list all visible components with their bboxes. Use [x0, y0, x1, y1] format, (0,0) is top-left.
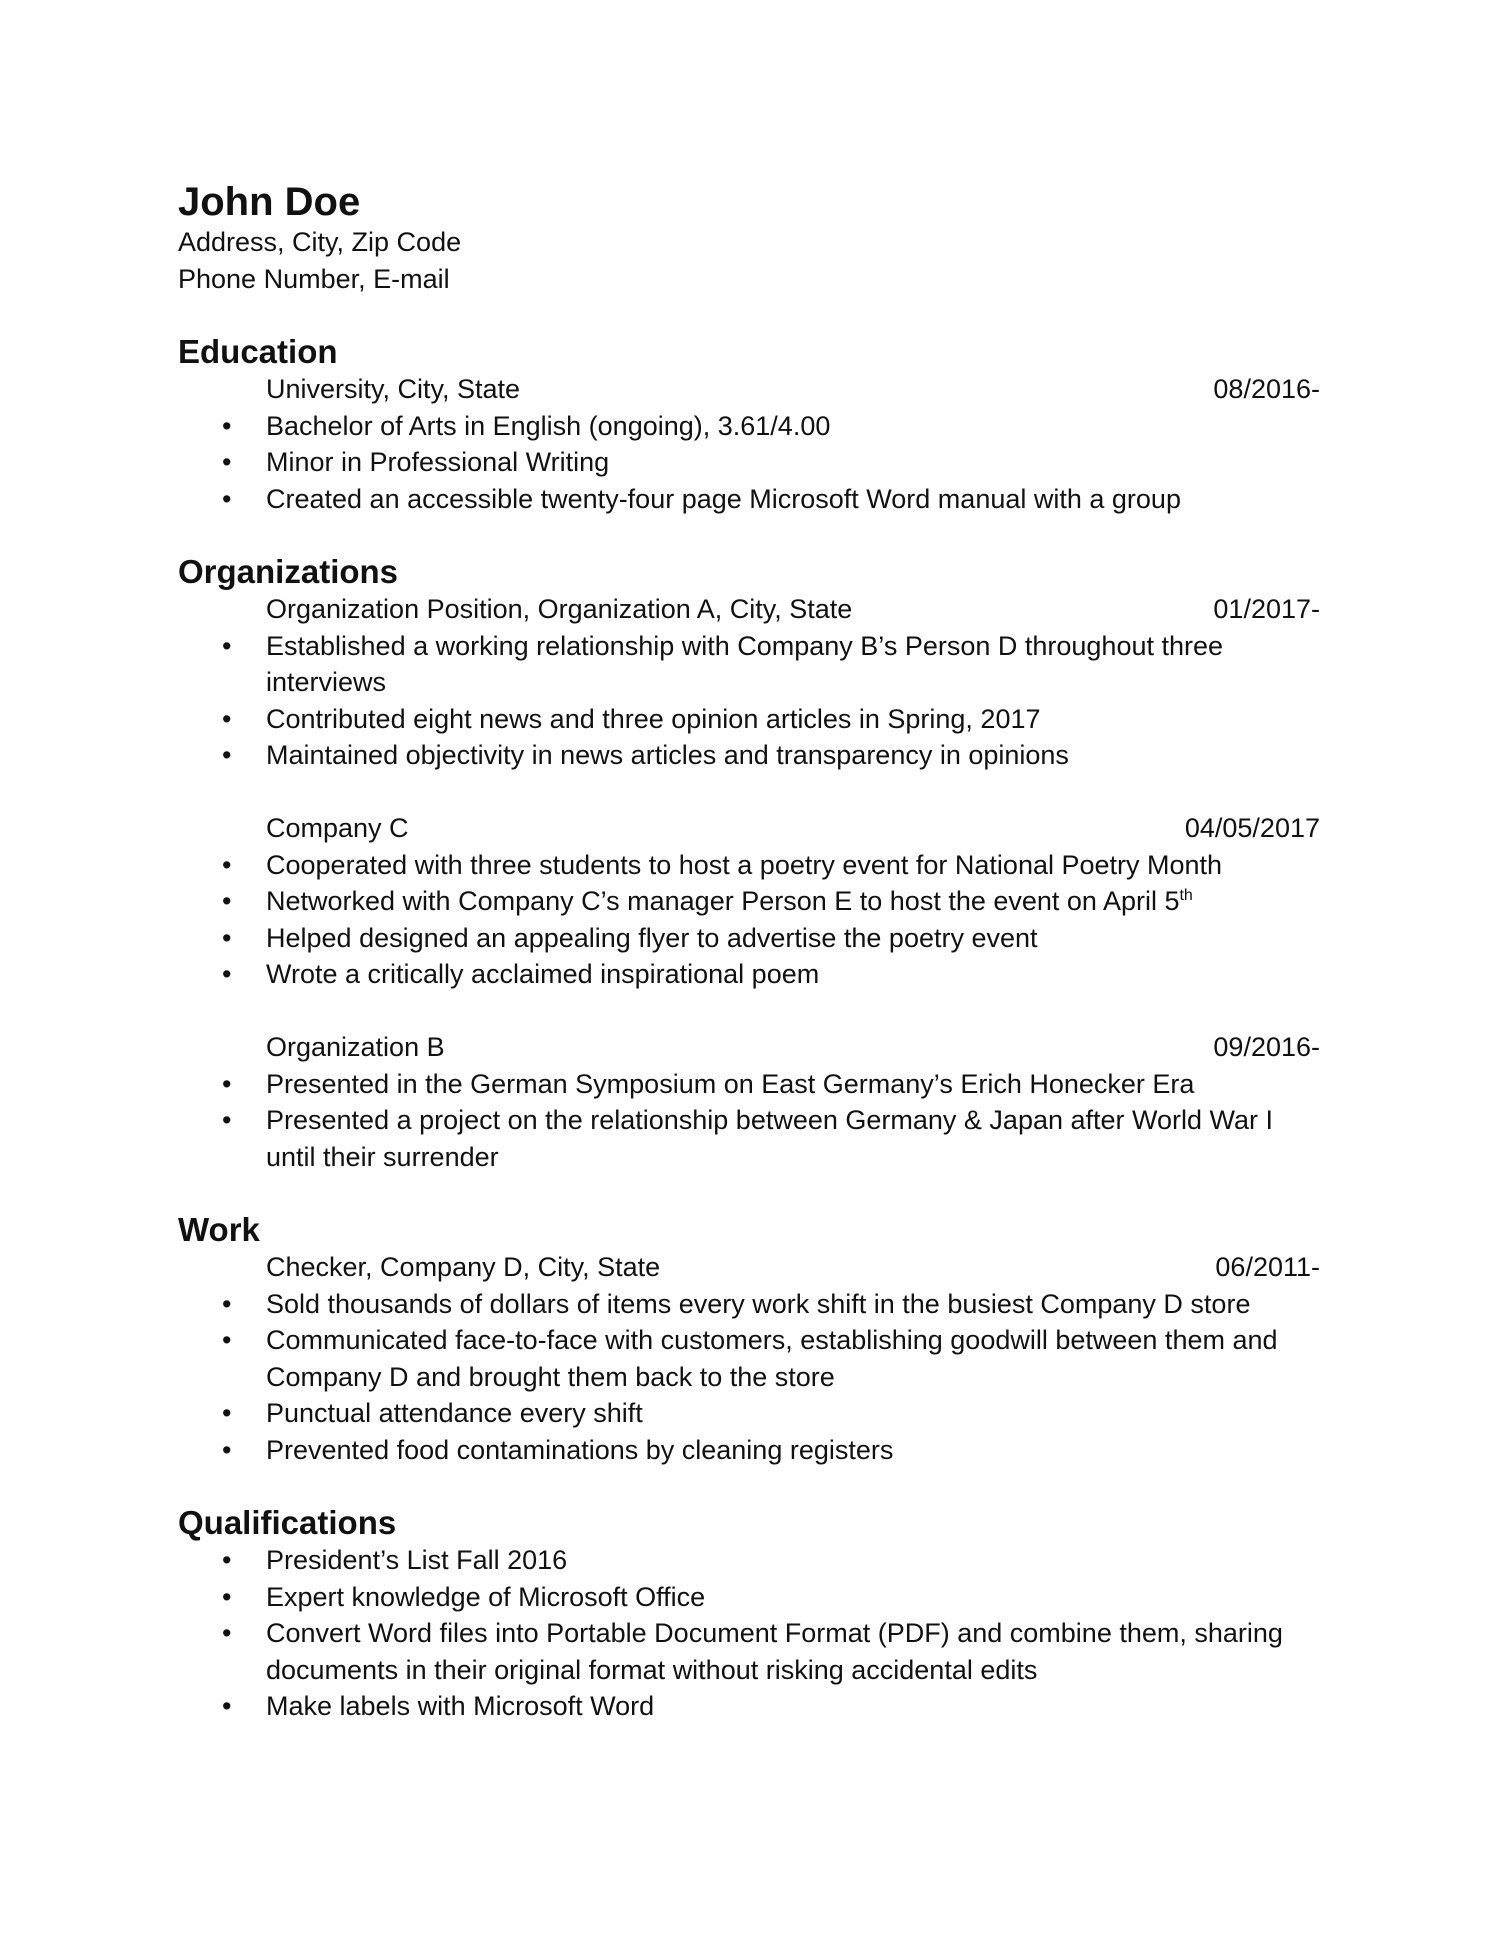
- entry-title: Company C: [266, 813, 409, 843]
- bullet-text: Established a working relationship with Company B’s Person D throughout three interviews: [266, 630, 1224, 697]
- bullet-item: [178, 920, 1320, 957]
- bullet-text: Expert knowledge of Microsoft Office: [266, 1581, 706, 1612]
- entry-title: Checker, Company D, City, State: [266, 1252, 661, 1282]
- entry-header: [178, 371, 1320, 408]
- bullet-icon: •: [222, 1068, 232, 1099]
- entry-title: University, City, State: [266, 374, 521, 404]
- bullet-item: [178, 1542, 1320, 1579]
- entry-header: [178, 591, 1320, 628]
- bullet-item: [178, 1579, 1320, 1616]
- bullet-item: [178, 1066, 1320, 1103]
- bullet-text: Wrote a critically acclaimed inspirational poem: [266, 959, 820, 989]
- resume-page: [178, 180, 1320, 1725]
- bullet-text: Convert Word files into Portable Document Format (PDF) and combine them, sharing documents in their original format without risking accidental edits: [266, 1618, 1283, 1685]
- address: Address, City, Zip Code: [178, 227, 462, 257]
- bullet-text: Cooperated with three students to host a poetry event for National Poetry Month: [266, 849, 1223, 880]
- bullet-icon: •: [222, 483, 232, 514]
- bullet-text: Bachelor of Arts in English (ongoing), 3.61/4.00: [266, 410, 831, 441]
- bullet-list: [178, 408, 1320, 518]
- bullet-item: [178, 701, 1320, 738]
- bullet-text: Created an accessible twenty-four page Microsoft Word manual with a group: [266, 483, 1181, 514]
- applicant-name: John Doe: [178, 180, 361, 224]
- bullet-icon: •: [222, 959, 232, 989]
- bullet-icon: •: [222, 1618, 232, 1648]
- bullet-item: [178, 1286, 1320, 1323]
- entry-date: 08/2016-: [1213, 374, 1320, 404]
- bullet-icon: •: [222, 886, 232, 916]
- entry: [178, 591, 1320, 774]
- bullet-icon: •: [222, 1105, 232, 1135]
- bullet-list: [178, 628, 1320, 774]
- bullet-icon: •: [222, 410, 232, 441]
- section-work: [178, 1211, 1320, 1468]
- bullet-icon: •: [222, 1581, 232, 1612]
- bullet-item: [178, 1395, 1320, 1432]
- bullet-item: [178, 1102, 1320, 1175]
- section-heading: Work: [178, 1211, 260, 1248]
- bullet-item: [178, 956, 1320, 993]
- bullet-list: [178, 1286, 1320, 1469]
- bullet-icon: •: [222, 1691, 232, 1721]
- bullet-list: [178, 847, 1320, 993]
- section-organizations: [178, 553, 1320, 1175]
- entry-header: [178, 1249, 1320, 1286]
- bullet-text: Communicated face-to-face with customers, establishing goodwill between them and Company D and brought them back to the store: [266, 1325, 1278, 1392]
- bullet-item: [178, 628, 1320, 701]
- bullet-list: [178, 1542, 1320, 1725]
- bullet-text: Make labels with Microsoft Word: [266, 1691, 655, 1721]
- bullet-item: [178, 1432, 1320, 1469]
- bullet-text: Helped designed an appealing flyer to advertise the poetry event: [266, 922, 1038, 953]
- contact-info: Phone Number, E-mail: [178, 263, 450, 294]
- entry-header: [178, 810, 1320, 847]
- bullet-text: Minor in Professional Writing: [266, 447, 610, 477]
- bullet-text: Presented in the German Symposium on East Germany’s Erich Honecker Era: [266, 1068, 1195, 1099]
- entry: [178, 1249, 1320, 1468]
- bullet-text: Contributed eight news and three opinion articles in Spring, 2017: [266, 703, 1041, 734]
- bullet-text: Presented a project on the relationship between Germany & Japan after World War I until their surrender: [266, 1105, 1274, 1172]
- bullet-icon: •: [222, 1434, 232, 1465]
- bullet-icon: •: [222, 1288, 232, 1319]
- bullet-icon: •: [222, 703, 232, 734]
- bullet-item: [178, 737, 1320, 774]
- bullet-item: [178, 1688, 1320, 1725]
- entry-date: 06/2011-: [1215, 1252, 1320, 1282]
- bullet-text: Maintained objectivity in news articles and transparency in opinions: [266, 740, 1069, 770]
- entry: [178, 810, 1320, 993]
- bullet-item: [178, 481, 1320, 518]
- bullet-icon: •: [222, 1325, 232, 1355]
- bullet-text: Punctual attendance every shift: [266, 1398, 643, 1428]
- entry-date: 01/2017-: [1213, 594, 1320, 624]
- section-education: [178, 333, 1320, 517]
- bullet-text: President’s List Fall 2016: [266, 1545, 568, 1575]
- bullet-item: [178, 408, 1320, 445]
- entry-date: 09/2016-: [1213, 1032, 1320, 1062]
- bullet-item: [178, 847, 1320, 884]
- section-heading: Qualifications: [178, 1504, 397, 1541]
- bullet-icon: •: [222, 740, 232, 770]
- entry-header: [178, 1029, 1320, 1066]
- section-heading: Education: [178, 333, 338, 370]
- bullet-icon: •: [222, 922, 232, 953]
- bullet-icon: •: [222, 630, 232, 661]
- bullet-item: [178, 1615, 1320, 1688]
- bullet-icon: •: [222, 1398, 232, 1428]
- bullet-icon: •: [222, 1545, 232, 1575]
- section-heading: Organizations: [178, 553, 399, 590]
- section-qualifications: [178, 1504, 1320, 1725]
- entry: [178, 371, 1320, 517]
- entry: [178, 1029, 1320, 1175]
- superscript: th: [1179, 887, 1193, 904]
- bullet-item: [178, 1322, 1320, 1395]
- entry-title: Organization B: [266, 1032, 445, 1062]
- bullet-list: [178, 1066, 1320, 1176]
- bullet-text: Sold thousands of dollars of items every work shift in the busiest Company D store: [266, 1288, 1251, 1319]
- bullet-icon: •: [222, 447, 232, 477]
- bullet-item: [178, 444, 1320, 481]
- entry-date: 04/05/2017: [1184, 813, 1320, 843]
- bullet-text: Prevented food contaminations by cleaning registers: [266, 1434, 894, 1465]
- bullet-icon: •: [222, 849, 232, 880]
- entry-title: Organization Position, Organization A, City, State: [266, 594, 853, 624]
- bullet-text: Networked with Company C’s manager Person E to host the event on April 5: [266, 886, 1180, 916]
- bullet-item: [178, 883, 1320, 920]
